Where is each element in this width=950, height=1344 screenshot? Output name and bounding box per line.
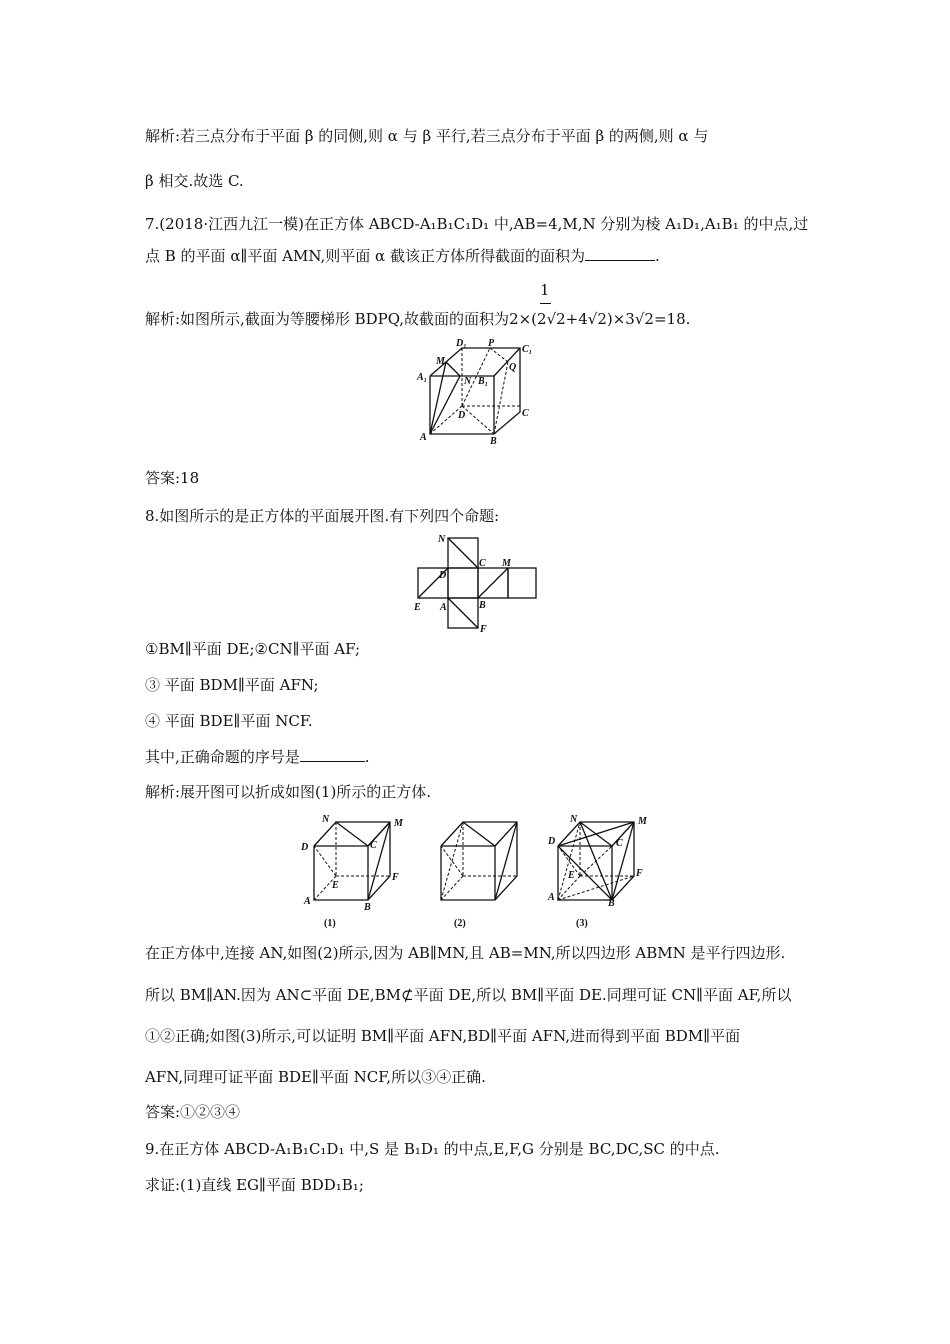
solution-7: 解析:如图所示,截面为等腰梯形 BDPQ,故截面的面积为2×(2√2+4√2)×3√2=18. — [145, 310, 691, 328]
point-label: A — [548, 892, 555, 903]
point-label: C — [616, 838, 623, 849]
solution-8-line: ①②正确;如图(3)所示,可以证明 BM∥平面 AFN,BD∥平面 AFN,进而得到平面 BDM∥平面 — [145, 1027, 741, 1045]
point-label: D — [458, 410, 466, 421]
solution-8-line: AFN,同理可证平面 BDE∥平面 NCF,所以③④正确. — [145, 1068, 486, 1086]
figure-caption: (2) — [454, 918, 466, 929]
question-9-part-1: 求证:(1)直线 EG∥平面 BDD₁B₁; — [145, 1176, 364, 1194]
point-label: A — [440, 602, 447, 613]
point-label: D₁ — [456, 338, 467, 349]
fraction-numerator: 1 — [540, 281, 550, 299]
fraction-denominator: 2 — [509, 310, 519, 328]
point-label: C₁ — [522, 344, 533, 355]
text-line: β 相交.故选 C. — [145, 172, 244, 190]
text-line: 解析:若三点分布于平面 β 的同侧,则 α 与 β 平行,若三点分布于平面 β 的两侧,则 α 与 — [145, 127, 709, 145]
point-label: F — [392, 872, 399, 883]
cube-section-figure — [412, 336, 537, 448]
point-label: B — [479, 600, 486, 611]
point-label: M — [502, 558, 511, 569]
solution-8-line: 所以 BM∥AN.因为 AN⊂平面 DE,BM⊄平面 DE,所以 BM∥平面 DE.同理可证 CN∥平面 AF,所以 — [145, 986, 792, 1004]
point-label: F — [480, 624, 487, 635]
point-label: M — [394, 818, 403, 829]
question-8-ask: 其中,正确命题的序号是 . — [145, 748, 370, 766]
point-label: D — [439, 570, 447, 581]
point-label: P — [488, 338, 495, 349]
proposition-1-2: ①BM∥平面 DE;②CN∥平面 AF; — [145, 640, 361, 658]
point-label: C — [522, 408, 529, 419]
point-label: E — [414, 602, 421, 613]
point-label: F — [636, 868, 643, 879]
question-7-line2: 点 B 的平面 α∥平面 AMN,则平面 α 截该正方体所得截面的面积为 . — [145, 247, 660, 265]
proposition-4: ④ 平面 BDE∥平面 NCF. — [145, 712, 313, 730]
point-label: E — [332, 880, 339, 891]
three-cubes-figure — [296, 808, 656, 932]
figure-caption: (1) — [324, 918, 336, 929]
answer-7: 答案:18 — [145, 469, 200, 487]
answer-blank — [585, 260, 655, 261]
answer-blank — [300, 761, 365, 762]
cube-net-figure — [410, 532, 540, 636]
point-label: B₁ — [478, 376, 489, 387]
point-label: N — [322, 814, 330, 825]
point-label: N — [438, 534, 446, 545]
point-label: B — [490, 436, 497, 447]
question-8: 8.如图所示的是正方体的平面展开图.有下列四个命题: — [145, 507, 500, 525]
point-label: C — [479, 558, 486, 569]
fraction-bar — [540, 303, 551, 304]
question-7: 7.(2018·江西九江一模)在正方体 ABCD-A₁B₁C₁D₁ 中,AB=4,M,N 分别为棱 A₁D₁,A₁B₁ 的中点,过 — [145, 215, 809, 233]
figure-caption: (3) — [576, 918, 588, 929]
question-9: 9.在正方体 ABCD-A₁B₁C₁D₁ 中,S 是 B₁D₁ 的中点,E,F,G 分别是 BC,DC,SC 的中点. — [145, 1140, 720, 1158]
point-label: D — [301, 842, 309, 853]
point-label: N — [570, 814, 578, 825]
point-label: M — [638, 816, 647, 827]
answer-8: 答案:①②③④ — [145, 1103, 241, 1121]
point-label: M — [436, 356, 445, 367]
point-label: A — [304, 896, 311, 907]
point-label: N — [464, 376, 472, 387]
point-label: B — [364, 902, 371, 913]
point-label: C — [370, 840, 377, 851]
point-label: A — [420, 432, 427, 443]
point-label: Q — [509, 362, 517, 373]
solution-8: 解析:展开图可以折成如图(1)所示的正方体. — [145, 783, 432, 801]
point-label: E — [568, 870, 575, 881]
point-label: B — [608, 898, 615, 909]
point-label: D — [548, 836, 556, 847]
proposition-3: ③ 平面 BDM∥平面 AFN; — [145, 676, 319, 694]
solution-8-line: 在正方体中,连接 AN,如图(2)所示,因为 AB∥MN,且 AB=MN,所以四边形 ABMN 是平行四边形. — [145, 944, 786, 962]
point-label: A₁ — [417, 372, 428, 383]
